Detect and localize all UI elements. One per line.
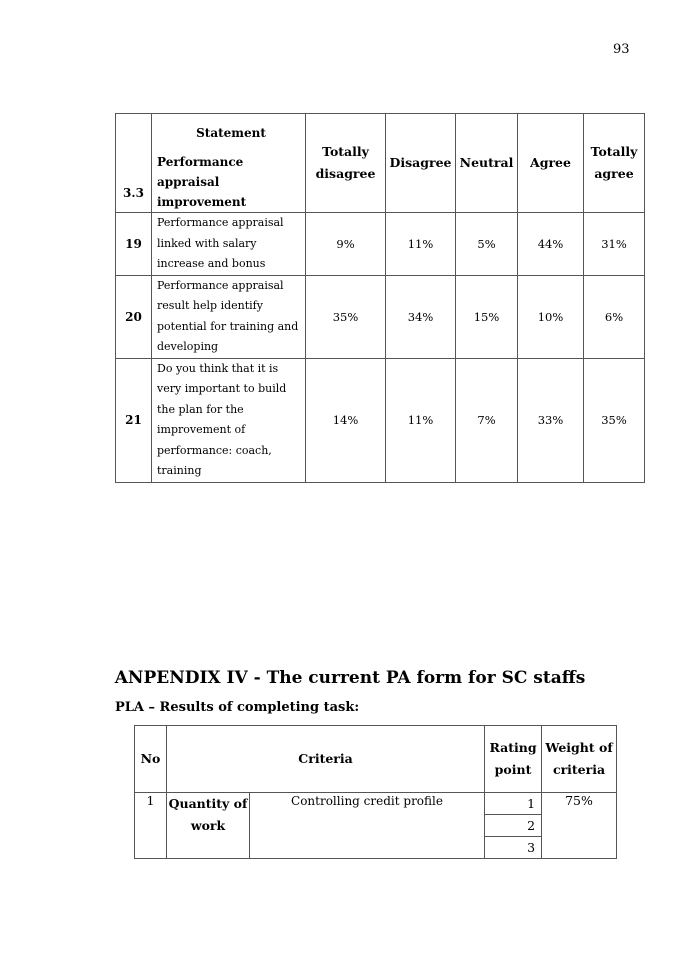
- table-row: [116, 213, 645, 276]
- totally-disagree-cell: 14%: [306, 358, 386, 482]
- row-number: 20: [116, 275, 152, 358]
- totally-disagree-cell: 35%: [306, 275, 386, 358]
- totally-agree-cell: 35%: [584, 358, 645, 482]
- totally-agree-cell: 6%: [584, 275, 645, 358]
- section-title: Performance appraisal improvement: [157, 155, 247, 209]
- row-number: 1: [135, 793, 167, 859]
- rating-point-cell: 1: [485, 793, 542, 815]
- survey-header-row: [116, 114, 645, 213]
- agree-cell: 33%: [518, 358, 584, 482]
- disagree-cell: 11%: [386, 358, 456, 482]
- statement-header: [152, 114, 306, 213]
- agree-cell: 44%: [518, 213, 584, 276]
- criteria-category: Quantity of work: [167, 793, 250, 859]
- rating-point-cell: 3: [485, 837, 542, 859]
- weight-header: Weight of criteria: [542, 726, 617, 793]
- table-row: [135, 793, 617, 815]
- table-row: [116, 358, 645, 482]
- statement-cell: Performance appraisal result help identify potential for training and developing: [152, 275, 306, 358]
- statement-cell: Do you think that it is very important to build the plan for the improvement of performance: coach, training: [152, 358, 306, 482]
- row-number: 21: [116, 358, 152, 482]
- appendix-title: ANPENDIX IV - The current PA form for SC staffs: [114, 668, 586, 688]
- disagree-header: Disagree: [386, 114, 456, 213]
- agree-header: Agree: [518, 114, 584, 213]
- neutral-cell: 7%: [456, 358, 518, 482]
- no-header: No: [135, 726, 167, 793]
- survey-table: [115, 113, 645, 483]
- row-number: 19: [116, 213, 152, 276]
- disagree-cell: 34%: [386, 275, 456, 358]
- agree-cell: 10%: [518, 275, 584, 358]
- pla-label: PLA – Results of completing task:: [115, 700, 360, 715]
- weight-cell: 75%: [542, 793, 617, 859]
- rating-point-header: Rating point: [485, 726, 542, 793]
- pa-form-table: [134, 725, 617, 859]
- rating-point-cell: 2: [485, 815, 542, 837]
- criterion-cell: Controlling credit profile: [250, 793, 485, 859]
- totally-agree-cell: 31%: [584, 213, 645, 276]
- neutral-cell: 5%: [456, 213, 518, 276]
- totally-agree-header: Totally agree: [584, 114, 645, 213]
- criteria-header: Criteria: [167, 726, 485, 793]
- section-number: 3.3: [116, 114, 152, 213]
- disagree-cell: 11%: [386, 213, 456, 276]
- neutral-header: Neutral: [456, 114, 518, 213]
- page-number: 93: [613, 42, 630, 57]
- statement-cell: Performance appraisal linked with salary increase and bonus: [152, 213, 306, 276]
- totally-disagree-cell: 9%: [306, 213, 386, 276]
- pa-header-row: [135, 726, 617, 793]
- statement-title: Statement: [196, 126, 266, 140]
- neutral-cell: 15%: [456, 275, 518, 358]
- totally-disagree-header: Totally disagree: [306, 114, 386, 213]
- table-row: [116, 275, 645, 358]
